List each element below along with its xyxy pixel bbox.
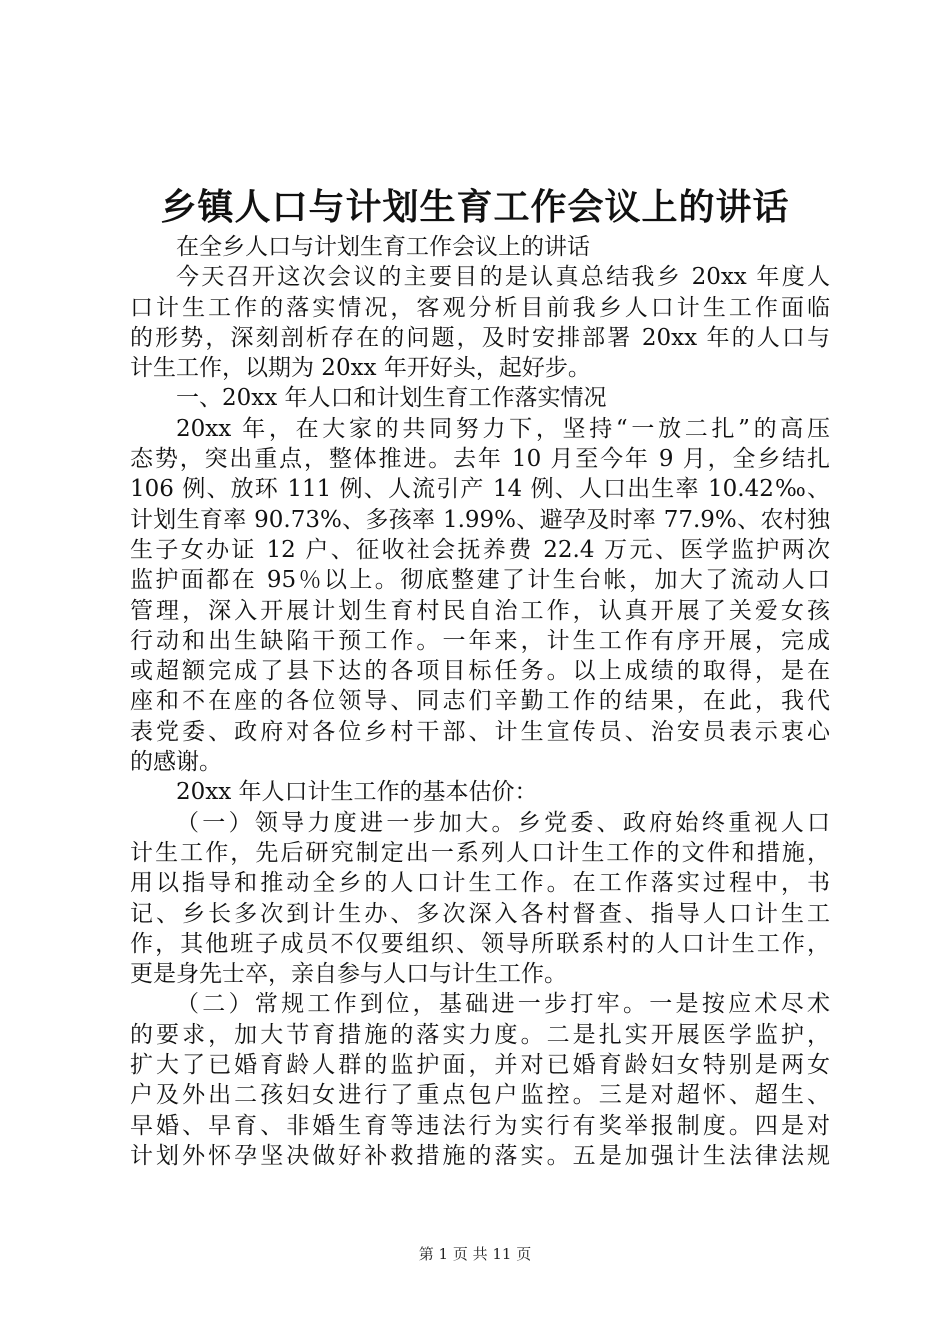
paragraph-line: 更是身先士卒，亲自参与人口与计生工作。 [130,961,567,988]
page-title: 乡镇人口与计划生育工作会议上的讲话 [160,187,790,228]
section-heading: 一、20xx 年人口和计划生育工作落实情况 [176,385,607,412]
paragraph-line: （一）领导力度进一步加大。乡党委、政府始终重视人口 [176,809,830,836]
paragraph-line: 计划生育率 90.73%、多孩率 1.99%、避孕及时率 77.9%、农村独 [130,506,830,533]
paragraph-line: （二）常规工作到位，基础进一步打牢。一是按应术尽术 [176,991,830,1018]
paragraph-line: 用以指导和推动全乡的人口计生工作。在工作落实过程中，书 [130,870,830,897]
paragraph-line: 户及外出二孩妇女进行了重点包户监控。三是对超怀、超生、 [130,1082,830,1109]
paragraph-line: 或超额完成了县下达的各项目标任务。以上成绩的取得，是在 [130,658,830,685]
paragraph-line: 作，其他班子成员不仅要组织、领导所联系村的人口计生工作， [130,930,830,957]
paragraph-line: 生子女办证 12 户、征收社会抚养费 22.4 万元、医学监护两次 [130,536,830,563]
paragraph-line: 口计生工作的落实情况，客观分析目前我乡人口计生工作面临 [130,294,830,321]
subtitle-line: 在全乡人口与计划生育工作会议上的讲话 [176,234,590,260]
paragraph-line: 的感谢。 [130,749,222,776]
paragraph-line: 行动和出生缺陷干预工作。一年来，计生工作有序开展，完成 [130,627,830,654]
paragraph-line: 计划外怀孕坚决做好补救措施的落实。五是加强计生法律法规 [130,1142,830,1169]
paragraph-line: 座和不在座的各位领导、同志们辛勤工作的结果，在此，我代 [130,688,830,715]
paragraph-line: 早婚、早育、非婚生育等违法行为实行有奖举报制度。四是对 [130,1112,830,1139]
document-body [130,232,830,1171]
paragraph-line: 管理，深入开展计划生育村民自治工作，认真开展了关爱女孩 [130,597,830,624]
paragraph-line: 106 例、放环 111 例、人流引产 14 例、人口出生率 10.42‰、 [130,476,830,503]
paragraph-line: 今天召开这次会议的主要目的是认真总结我乡 20xx 年度人 [176,264,830,291]
paragraph-line: 态势，突出重点，整体推进。去年 10 月至今年 9 月，全乡结扎 [130,446,830,473]
paragraph-line: 的要求，加大节育措施的落实力度。二是扎实开展医学监护， [130,1021,830,1048]
section-heading: 20xx 年人口计生工作的基本估价： [176,779,538,806]
paragraph-line: 计生工作，以期为 20xx 年开好头，起好步。 [130,355,591,382]
paragraph-line: 20xx 年，在大家的共同努力下，坚持“一放二扎”的高压 [176,415,830,442]
paragraph-line: 表党委、政府对各位乡村干部、计生宣传员、治安员表示衷心 [130,718,830,745]
paragraph-line: 扩大了已婚育龄人群的监护面，并对已婚育龄妇女特别是两女 [130,1052,830,1079]
paragraph-line: 监护面都在 95％以上。彻底整建了计生台帐，加大了流动人口 [130,567,830,594]
paragraph-line: 的形势，深刻剖析存在的问题，及时安排部署 20xx 年的人口与 [130,324,830,351]
paragraph-line: 计生工作，先后研究制定出一系列人口计生工作的文件和措施， [130,839,830,866]
paragraph-line: 记、乡长多次到计生办、多次深入各村督查、指导人口计生工 [130,900,830,927]
page-number: 第 1 页 共 11 页 [418,1245,532,1263]
